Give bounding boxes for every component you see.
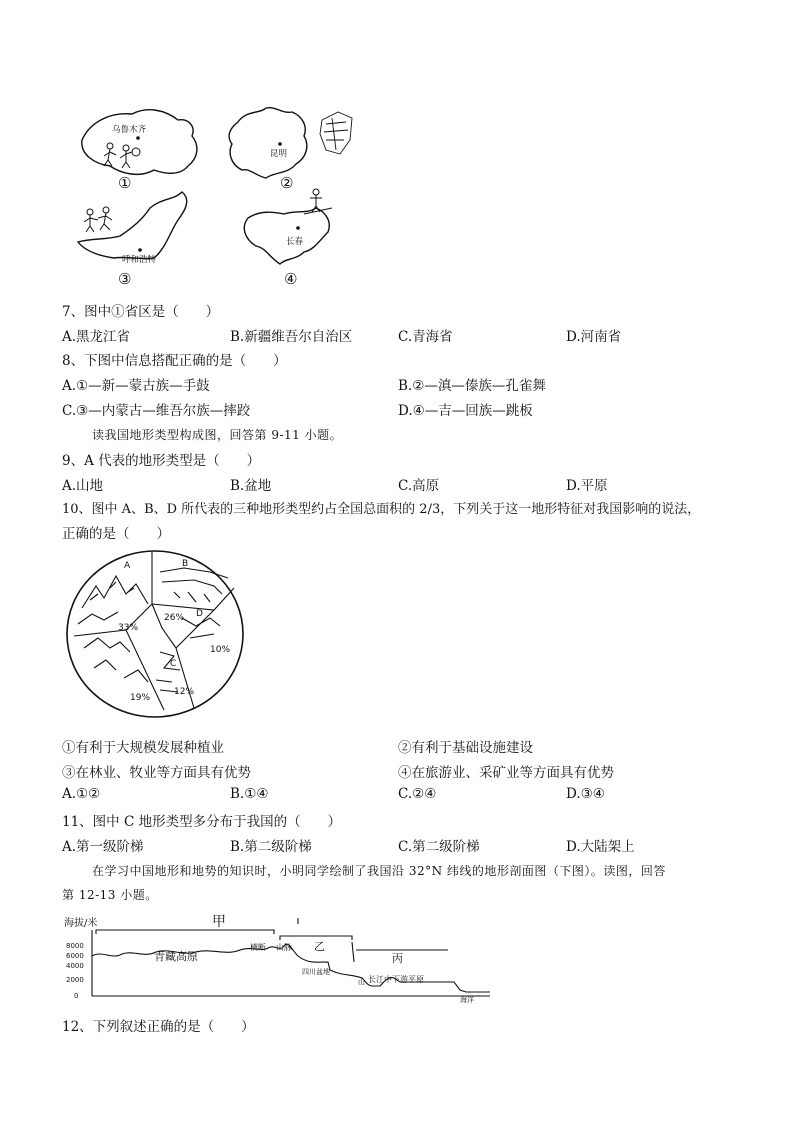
profile-shan2: 山 <box>358 978 365 986</box>
profile-shanmai: 山脉 <box>276 943 292 952</box>
q7-option-a[interactable]: A.黑龙江省 <box>62 329 131 345</box>
q9-option-d[interactable]: D.平原 <box>566 478 608 494</box>
map-xinjiang <box>82 110 197 192</box>
q10-stem-line2: 正确的是（ ） <box>62 526 170 542</box>
terrain-profile-32n <box>62 910 494 1004</box>
q10-option-a[interactable]: A.①② <box>62 786 101 802</box>
profile-label-yi: 乙 <box>314 940 325 953</box>
pie-value-a: 33% <box>118 623 139 633</box>
q7-stem: 7、图中①省区是（ ） <box>62 304 220 320</box>
profile-ytick-4000: 4000 <box>66 962 84 970</box>
terrain-composition-diagram <box>64 548 246 720</box>
profile-qingzang: 青藏高原 <box>154 950 198 963</box>
province-maps <box>70 100 370 290</box>
q11-option-a[interactable]: A.第一级阶梯 <box>62 839 144 855</box>
pie-label-c: C <box>170 659 177 669</box>
pie-value-c: 12% <box>174 687 195 697</box>
instruction-9-11: 读我国地形类型构成图，回答第 9-11 小题。 <box>92 428 343 442</box>
profile-haiyang: 海洋 <box>460 996 474 1004</box>
profile-hengduan: 横断 <box>250 943 266 952</box>
q9-stem: 9、A 代表的地形类型是（ ） <box>62 453 261 469</box>
q7-option-c[interactable]: C.青海省 <box>398 329 453 345</box>
q10-statement-1: ①有利于大规模发展种植业 <box>62 740 224 756</box>
q10-option-b[interactable]: B.①④ <box>230 786 269 802</box>
q10-statement-4: ④在旅游业、采矿业等方面具有优势 <box>398 765 614 781</box>
q10-statement-2: ②有利于基础设施建设 <box>398 740 533 756</box>
q9-option-b[interactable]: B.盆地 <box>230 478 272 494</box>
map2-city: 昆明 <box>270 149 288 159</box>
map3-city: 呼和浩特 <box>122 255 157 265</box>
q10-option-c[interactable]: C.②④ <box>398 786 437 802</box>
profile-ytick-0: 0 <box>74 992 79 1000</box>
instruction-12-13-line2: 第 12-13 小题。 <box>62 888 158 902</box>
map4-city: 长春 <box>286 237 304 247</box>
pie-label-a: A <box>124 561 131 571</box>
map1-number: ① <box>118 174 132 192</box>
q9-option-a[interactable]: A.山地 <box>62 478 104 494</box>
q8-option-a[interactable]: A.①—新—蒙古族—手鼓 <box>62 378 210 394</box>
profile-ytick-6000: 6000 <box>66 952 84 960</box>
profile-ytick-2000: 2000 <box>66 976 84 984</box>
q8-option-b[interactable]: B.②—滇—傣族—孔雀舞 <box>398 378 546 394</box>
pie-value-b: 26% <box>164 613 185 623</box>
q10-option-d[interactable]: D.③④ <box>566 786 605 802</box>
pie-label-b: B <box>182 559 189 569</box>
q11-stem: 11、图中 C 地形类型多分布于我国的（ ） <box>62 814 342 830</box>
q7-option-d[interactable]: D.河南省 <box>566 329 622 345</box>
q10-statement-3: ③在林业、牧业等方面具有优势 <box>62 765 251 781</box>
pie-label-d: D <box>196 609 203 619</box>
profile-ylabel: 海拔/米 <box>64 918 98 929</box>
map4-number: ④ <box>284 270 298 288</box>
q11-option-d[interactable]: D.大陆架上 <box>566 839 635 855</box>
q9-option-c[interactable]: C.高原 <box>398 478 440 494</box>
q8-option-d[interactable]: D.④—吉—回族—跳板 <box>398 403 533 419</box>
pie-value-d: 10% <box>210 645 231 655</box>
q7-option-b[interactable]: B.新疆维吾尔自治区 <box>230 329 353 345</box>
profile-label-jia: 甲 <box>212 914 226 930</box>
q12-stem: 12、下列叙述正确的是（ ） <box>62 1019 255 1035</box>
profile-sichuan: 四川盆地 <box>302 968 330 976</box>
profile-ytick-8000: 8000 <box>66 942 84 950</box>
q11-option-c[interactable]: C.第二级阶梯 <box>398 839 480 855</box>
profile-changjiang: 长江中下游平原 <box>368 975 424 984</box>
q11-option-b[interactable]: B.第二级阶梯 <box>230 839 312 855</box>
instruction-12-13-line1: 在学习中国地形和地势的知识时，小明同学绘制了我国沿 32°N 纬线的地形剖面图（下图）。读图，回答 <box>92 864 666 878</box>
pie-value-hills: 19% <box>130 693 151 703</box>
q8-option-c[interactable]: C.③—内蒙古—维吾尔族—摔跤 <box>62 403 251 419</box>
map2-number: ② <box>280 174 294 192</box>
map3-number: ③ <box>118 270 132 288</box>
q8-stem: 8、下图中信息搭配正确的是（ ） <box>62 353 287 369</box>
profile-label-bing: 丙 <box>392 952 403 965</box>
q10-stem-line1: 10、图中 A、B、D 所代表的三种地形类型约占全国总面积的 2/3，下列关于这一地形特征对我国影响的说法， <box>62 502 701 517</box>
map-inner-mongolia <box>78 192 187 288</box>
map-jilin <box>244 189 332 288</box>
map-yunnan <box>229 108 352 192</box>
map1-city: 乌鲁木齐 <box>112 125 147 135</box>
